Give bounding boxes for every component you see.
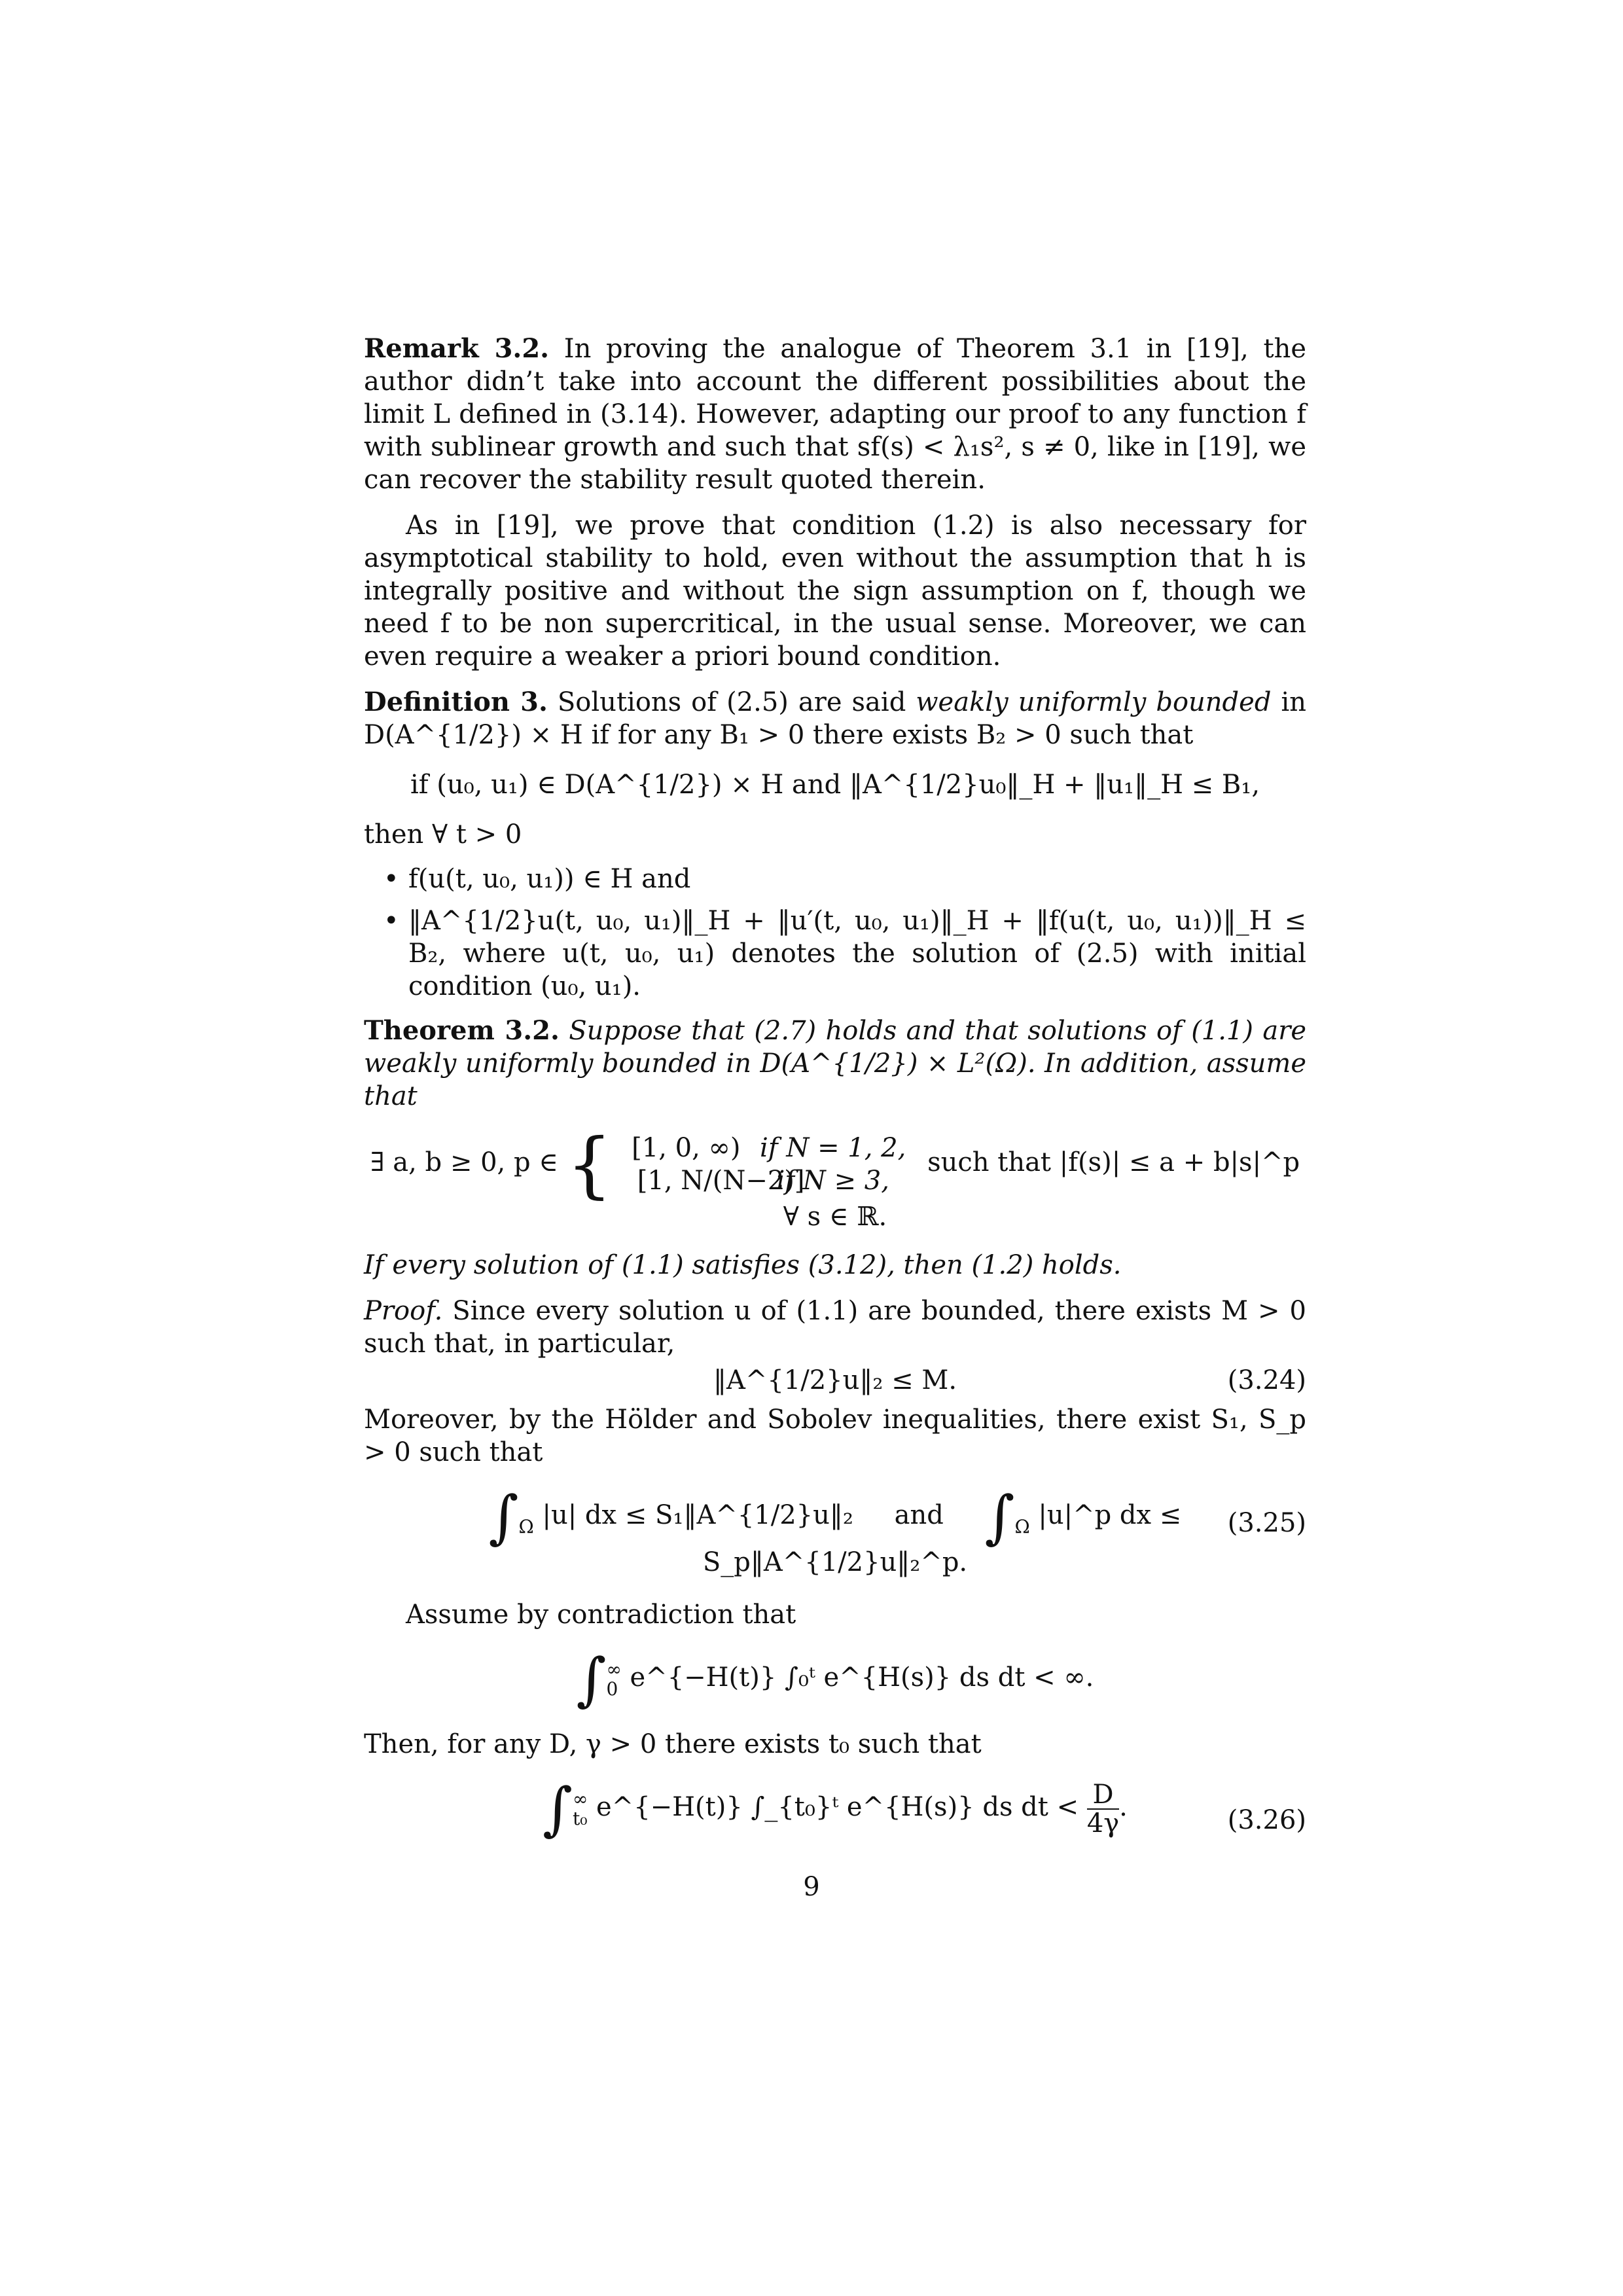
contradiction-equation xyxy=(364,1645,1306,1713)
definition-equation xyxy=(364,768,1306,801)
fraction-denominator: 4γ xyxy=(1086,1808,1120,1839)
theorem-eq-left: ∃ a, b ≥ 0, p ∈ xyxy=(370,1147,558,1177)
definition-bullet-list xyxy=(364,863,1306,1003)
case-row xyxy=(620,1132,906,1164)
bullet-text: f(u(t, u₀, u₁)) ∈ H and xyxy=(408,864,691,894)
case-interval: [1, N/(N−2)] xyxy=(637,1166,805,1196)
integral-limit: Ω xyxy=(1014,1516,1030,1537)
definition-then: then ∀ t > 0 xyxy=(364,819,522,850)
remark-paragraph xyxy=(364,332,1306,496)
equation-number: (3.24) xyxy=(1227,1365,1306,1395)
theorem-equation xyxy=(364,1122,1306,1233)
integral-limit: ∞ 0 xyxy=(606,1659,622,1700)
proof-text-2: Moreover, by the Hölder and Sobolev inequalities, there exist S₁, S_p > 0 such that xyxy=(364,1405,1306,1467)
theorem-conclusion-text: If every solution of (1.1) satisfies (3.12), then (1.2) holds. xyxy=(364,1250,1122,1280)
definition-paragraph xyxy=(364,686,1306,751)
equation-3-24 xyxy=(364,1364,1306,1397)
integral-icon: ∫ xyxy=(543,1775,573,1842)
equation-number: (3.26) xyxy=(1227,1805,1306,1835)
proof-paragraph xyxy=(364,1295,1306,1360)
integral-icon: ∫ xyxy=(488,1483,519,1551)
body-paragraph: As in [19], we prove that condition (1.2) is also necessary for asymptotical stability to hold, even without the assumption that h is integrally positive and without the sign assumption on f, though we need f to be non supercritical, in the usual sense. Moreover, we can even require a weaker a priori bound condition. xyxy=(364,511,1306,672)
integral-limit: ∞ t₀ xyxy=(572,1788,588,1829)
equation-number: (3.25) xyxy=(1227,1508,1306,1538)
case-row xyxy=(620,1164,906,1197)
integral-limit: Ω xyxy=(518,1516,534,1537)
theorem-text: Suppose that (2.7) holds and that solutions of (1.1) are weakly uniformly bounded in D(A^{1/2}) × L²(Ω). In addition, assume that xyxy=(364,1016,1307,1111)
equation-3-25 xyxy=(364,1483,1306,1579)
theorem-paragraph xyxy=(364,1014,1306,1113)
definition-equation-text: if (u₀, u₁) ∈ D(A^{1/2}) × H and ‖A^{1/2}u₀‖_H + ‖u₁‖_H ≤ B₁, xyxy=(410,770,1260,800)
equation-3-26: ∫∞ t₀ e^{−H(t)} ∫_{t₀}ᵗ e^{H(s)} ds dt < $\frac{D}{4\gamma}$ . (3.26) xyxy=(543,1775,1306,1842)
fraction xyxy=(1087,1781,1119,1837)
list-item xyxy=(364,905,1306,1003)
equation-3-25-left: |u| dx ≤ S₁‖A^{1/2}u‖₂ xyxy=(542,1500,853,1530)
equation-3-25-right: |u|^p dx ≤ S_p‖A^{1/2}u‖₂^p. xyxy=(702,1500,1182,1577)
remark-label: Remark 3.2. xyxy=(364,333,550,364)
equation-3-25-and: and xyxy=(894,1500,944,1530)
contradiction-equation-text: e^{−H(t)} ∫₀ᵗ e^{H(s)} ds dt < ∞. xyxy=(630,1662,1094,1693)
cases-block xyxy=(620,1132,906,1197)
left-brace-icon: { xyxy=(566,1122,613,1206)
page-number: 9 xyxy=(803,1872,820,1902)
definition-text-a: Solutions of (2.5) are said xyxy=(557,687,906,717)
integral-icon: ∫ xyxy=(576,1645,607,1713)
theorem-conclusion xyxy=(364,1249,1306,1282)
list-item xyxy=(364,863,1306,895)
fraction-numerator: D xyxy=(1087,1781,1119,1810)
definition-label: Definition 3. xyxy=(364,687,548,717)
bullet-icon: • xyxy=(383,864,399,894)
equation-3-24-text: ‖A^{1/2}u‖₂ ≤ M. xyxy=(713,1365,957,1395)
integral-icon: ∫ xyxy=(984,1483,1015,1551)
assume-text: Assume by contradiction that xyxy=(406,1600,796,1630)
definition-text-b: in D(A^{1/2}) × H if for any B₁ > 0 there exists B₂ > 0 such that xyxy=(364,687,1306,750)
equation-3-26-text: e^{−H(t)} ∫_{t₀}ᵗ e^{H(s)} ds dt < xyxy=(596,1792,1079,1822)
theorem-label: Theorem 3.2. xyxy=(364,1015,560,1046)
remark-text: In proving the analogue of Theorem 3.1 in [19], the author didn’t take into account the different possibilities about the limit L defined in (3.14). However, adapting our proof to any function f with sublinear growth and such that sf(s) < λ₁s², s ≠ 0, like in [19], we can recover the stability result quoted therein. xyxy=(364,334,1307,495)
definition-emphasis: weakly uniformly bounded xyxy=(916,687,1272,717)
case-condition: if N = 1, 2, xyxy=(760,1133,906,1163)
then-text: Then, for any D, γ > 0 there exists t₀ such that xyxy=(364,1729,982,1759)
bullet-text: ‖A^{1/2}u(t, u₀, u₁)‖_H + ‖u′(t, u₀, u₁)‖_H + ‖f(u(t, u₀, u₁))‖_H ≤ B₂, where u(t, u₀, u₁) denotes the solution of (2.5) with initial condition (u₀, u₁). xyxy=(408,906,1306,1001)
proof-text: Since every solution u of (1.1) are bounded, there exists M > 0 such that, in particular, xyxy=(364,1296,1306,1359)
paper-page xyxy=(364,332,1306,1857)
theorem-eq-right: such that |f(s)| ≤ a + b|s|^p ∀ s ∈ ℝ. xyxy=(783,1147,1300,1232)
bullet-icon: • xyxy=(383,906,399,936)
proof-label: Proof. xyxy=(364,1296,443,1326)
case-interval: [1, 0, ∞) xyxy=(632,1133,741,1163)
case-condition: if N ≥ 3, xyxy=(776,1166,889,1196)
